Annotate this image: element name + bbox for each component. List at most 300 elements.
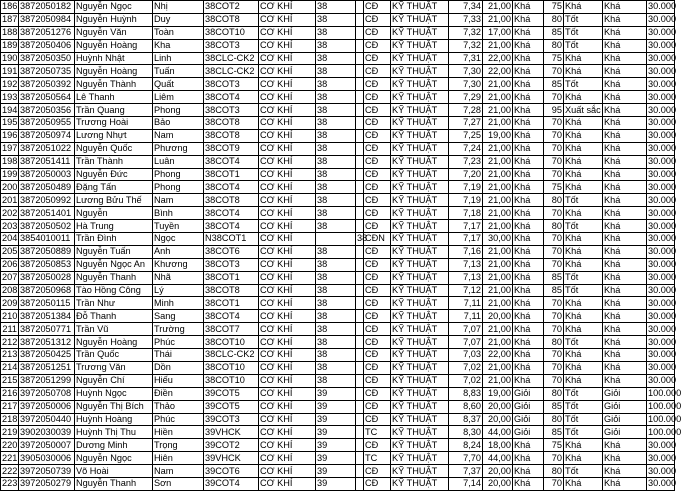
cell-amount: 30.000 [648,53,677,63]
cell-gpa: 7,14 [449,477,483,490]
cell-field: KỸ THUẬT [391,117,449,130]
cell-student-id: 3872050406 [19,39,75,52]
table-row [1,194,675,207]
cell-conduct-score: 85 [544,26,564,39]
cell-given-name: Trường [153,323,204,336]
cell-amount: 30.000 [648,439,677,450]
cell-cohort-cdn [356,336,364,349]
cell-class: 38COT6 [204,245,259,258]
cell-given-name: Lý [153,284,204,297]
cell-student-id: 3872050974 [19,129,75,142]
table-row [1,26,675,39]
cell-stt: 223 [2,478,18,489]
cell-level: CĐ [364,181,391,194]
cell-conduct-score: 70 [544,142,564,155]
cell-final-rank: Khá [603,78,647,91]
cell-class: 39COT2 [204,439,259,452]
table-row [1,284,675,297]
cell-gpa: 7,32 [449,39,483,52]
cell-faculty: CƠ KHÍ [259,477,316,490]
cell-surname: Huỳnh Nhật [75,52,153,65]
cell-surname: Trần Như [75,297,153,310]
cell-final-rank: Khá [603,439,647,452]
cell-surname: Nguyễn Hoàng [75,336,153,349]
cell-surname: Huỳnh Thị Thu [75,426,153,439]
cell-field: KỸ THUẬT [391,245,449,258]
cell-cohort: 38 [316,39,356,52]
cell-given-name: Khương [153,258,204,271]
cell-class: 39COT6 [204,465,259,478]
table-row [1,374,675,387]
cell-gpa: 8,60 [449,400,483,413]
cell-stt: 221 [2,452,18,463]
cell-level: CĐ [364,13,391,26]
cell-cohort-cdn [356,39,364,52]
cell-surname: Nguyễn Hoàng [75,65,153,78]
cell-surname: Nguyễn Ngọc [75,452,153,465]
cell-faculty: CƠ KHÍ [259,155,316,168]
cell-academic-rank: Khá [513,361,544,374]
cell-given-name: Hiếu [153,374,204,387]
cell-amount: 30.000 [648,336,677,347]
cell-cohort-cdn [356,387,364,400]
cell-credits: 21,00 [483,258,513,271]
table-row [1,52,675,65]
cell-level: CĐ [364,220,391,233]
cell-student-id: 3872050425 [19,349,75,362]
cell-cohort-cdn [356,439,364,452]
table-row [1,387,675,400]
cell-academic-rank: Khá [513,323,544,336]
cell-gpa: 7,24 [449,142,483,155]
table-row [1,155,675,168]
cell-credits: 21,00 [483,323,513,336]
cell-surname: Nguyễn [75,207,153,220]
cell-class: 38CLC-CK2 [204,52,259,65]
cell-credits: 19,00 [483,129,513,142]
cell-conduct-score: 70 [544,349,564,362]
cell-conduct-score: 70 [544,155,564,168]
cell-student-id: 3872050735 [19,65,75,78]
table-body [1,1,681,491]
cell-final-rank: Khá [603,142,647,155]
cell-amount: 30.000 [648,194,677,205]
cell-conduct-rank: Khá [564,181,603,194]
cell-final-rank: Khá [603,297,647,310]
cell-stt: 203 [2,220,18,231]
cell-academic-rank: Khá [513,142,544,155]
cell-given-name: Tuyền [153,220,204,233]
cell-stt: 204 [2,233,18,244]
cell-field: KỸ THUẬT [391,413,449,426]
cell-field: KỸ THUẬT [391,1,449,14]
cell-amount: 30.000 [648,130,677,141]
cell-cohort-cdn: 38 [357,233,368,244]
cell-amount: 30.000 [648,297,677,308]
cell-surname: Trần Vũ [75,323,153,336]
cell-field: KỸ THUẬT [391,52,449,65]
cell-academic-rank: Giỏi [513,387,544,400]
cell-cohort: 38 [316,284,356,297]
cell-cohort: 38 [316,310,356,323]
cell-given-name: Linh [153,52,204,65]
cell-class: 38COT1 [204,168,259,181]
cell-academic-rank: Khá [513,233,544,246]
cell-cohort: 38 [316,361,356,374]
cell-conduct-rank: Khá [564,65,603,78]
cell-cohort-cdn [356,400,364,413]
cell-academic-rank: Khá [513,310,544,323]
cell-gpa: 7,19 [449,181,483,194]
cell-academic-rank: Giỏi [513,400,544,413]
cell-cohort-cdn [356,26,364,39]
cell-credits: 21,00 [483,207,513,220]
cell-conduct-score: 80 [544,336,564,349]
cell-cohort-cdn [356,142,364,155]
cell-final-rank: Giỏi [603,400,647,413]
cell-student-id: 3872050984 [19,13,75,26]
cell-conduct-rank: Khá [564,439,603,452]
cell-class: 38COT1 [204,297,259,310]
cell-surname: Trương Hoài [75,117,153,130]
cell-conduct-rank: Tốt [564,284,603,297]
cell-amount: 30.000 [648,1,677,12]
cell-field: KỸ THUẬT [391,78,449,91]
table-row [1,91,675,104]
cell-field: KỸ THUẬT [391,477,449,490]
cell-amount: 30.000 [648,169,677,180]
cell-cohort: 39 [316,477,356,490]
cell-student-id: 3872050182 [19,1,75,14]
cell-given-name: Trọng [153,439,204,452]
cell-conduct-score: 80 [544,39,564,52]
cell-field: KỸ THUẬT [391,465,449,478]
cell-cohort-cdn [356,258,364,271]
cell-given-name: Tuấn [153,65,204,78]
cell-cohort-cdn [356,1,364,14]
cell-level: CĐ [364,413,391,426]
cell-amount: 30.000 [648,181,677,192]
cell-cohort: 38 [316,349,356,362]
cell-student-id: 3972050739 [19,465,75,478]
cell-stt: 219 [2,426,18,437]
cell-field: KỸ THUẬT [391,284,449,297]
cell-stt: 202 [2,207,18,218]
cell-class: 38COT4 [204,155,259,168]
cell-given-name: Luân [153,155,204,168]
cell-conduct-score: 70 [544,65,564,78]
cell-final-rank: Khá [603,452,647,465]
cell-class: 39VHCK [204,426,259,439]
cell-given-name: Liêm [153,91,204,104]
cell-class: 38COT8 [204,117,259,130]
cell-gpa: 7,16 [449,245,483,258]
cell-level: CĐ [364,284,391,297]
cell-field: KỸ THUẬT [391,207,449,220]
cell-student-id: 3872051299 [19,374,75,387]
cell-stt: 197 [2,143,18,154]
cell-credits: 20,00 [483,400,513,413]
cell-field: KỸ THUẬT [391,400,449,413]
cell-conduct-score: 70 [544,323,564,336]
cell-student-id: 3872050771 [19,323,75,336]
cell-surname: Nguyễn Hoàng [75,39,153,52]
cell-gpa: 7,28 [449,104,483,117]
cell-final-rank: Khá [603,26,647,39]
table-row [1,181,675,194]
cell-credits: 21,00 [483,142,513,155]
cell-amount: 30.000 [648,349,677,360]
cell-level: CĐ [364,336,391,349]
table-row [1,439,675,452]
cell-stt: 194 [2,104,18,115]
cell-amount: 30.000 [648,478,677,489]
cell-student-id: 3872051022 [19,142,75,155]
cell-surname: Nguyễn Tuấn [75,245,153,258]
cell-final-rank: Khá [603,233,647,246]
cell-cohort: 38 [316,258,356,271]
cell-credits: 21,00 [483,168,513,181]
cell-faculty: CƠ KHÍ [259,207,316,220]
cell-credits: 22,00 [483,65,513,78]
cell-credits: 21,00 [483,220,513,233]
cell-amount: 30.000 [648,27,677,38]
cell-credits: 21,00 [483,336,513,349]
cell-credits: 21,00 [483,194,513,207]
cell-cohort: 38 [316,52,356,65]
cell-field: KỸ THUẬT [391,387,449,400]
cell-cohort-cdn [356,91,364,104]
cell-field: KỸ THUẬT [391,310,449,323]
cell-cohort: 38 [316,245,356,258]
cell-final-rank: Khá [603,194,647,207]
cell-given-name: Thái [153,349,204,362]
cell-class: 38COT3 [204,78,259,91]
cell-student-id: 3872050968 [19,284,75,297]
cell-class: 38COT10 [204,26,259,39]
cell-stt: 215 [2,375,18,386]
cell-faculty: CƠ KHÍ [259,439,316,452]
cell-conduct-rank: Tốt [564,400,603,413]
cell-class: 38COT9 [204,142,259,155]
cell-field: KỸ THUẬT [391,220,449,233]
cell-final-rank: Khá [603,284,647,297]
cell-amount: 30.000 [648,91,677,102]
cell-surname: Nguyễn Ngọc [75,1,153,14]
cell-faculty: CƠ KHÍ [259,220,316,233]
table-row [1,78,675,91]
cell-level: CĐ [364,297,391,310]
cell-conduct-score: 75 [544,181,564,194]
cell-faculty: CƠ KHÍ [259,258,316,271]
cell-amount: 30.000 [648,78,677,89]
cell-academic-rank: Khá [513,220,544,233]
cell-academic-rank: Khá [513,271,544,284]
cell-conduct-score: 70 [544,117,564,130]
cell-conduct-rank: Tốt [564,194,603,207]
table-row [1,271,675,284]
cell-conduct-score: 80 [544,194,564,207]
cell-class: 38COT8 [204,284,259,297]
cell-amount: 30.000 [648,233,677,244]
cell-academic-rank: Khá [513,297,544,310]
cell-gpa: 7,33 [449,13,483,26]
cell-final-rank: Giỏi [603,426,647,439]
cell-conduct-score: 75 [544,1,564,14]
cell-field: KỸ THUẬT [391,297,449,310]
cell-amount: 30.000 [648,465,677,476]
cell-conduct-rank: Khá [564,129,603,142]
cell-credits: 22,00 [483,349,513,362]
table-row [1,297,675,310]
cell-final-rank: Khá [603,336,647,349]
cell-credits: 22,00 [483,52,513,65]
cell-conduct-rank: Khá [564,168,603,181]
cell-level: TC [364,426,391,439]
cell-amount: 100.000 [648,413,681,424]
cell-amount: 100.000 [648,426,681,437]
cell-given-name: Anh [153,245,204,258]
cell-class: 38COT8 [204,194,259,207]
cell-faculty: CƠ KHÍ [259,323,316,336]
cell-given-name: Phúc [153,413,204,426]
cell-gpa: 8,83 [449,387,483,400]
cell-gpa: 7,13 [449,271,483,284]
cell-amount: 30.000 [648,272,677,283]
cell-field: KỸ THUẬT [391,439,449,452]
cell-conduct-score: 85 [544,400,564,413]
table-row [1,361,675,374]
cell-academic-rank: Khá [513,52,544,65]
cell-given-name: Sơn [153,477,204,490]
table-row [1,233,675,246]
cell-level: CĐ [364,117,391,130]
cell-faculty: CƠ KHÍ [259,142,316,155]
cell-faculty: CƠ KHÍ [259,104,316,117]
cell-gpa: 7,31 [449,52,483,65]
cell-faculty: CƠ KHÍ [259,129,316,142]
cell-final-rank: Khá [603,65,647,78]
cell-field: KỸ THUẬT [391,181,449,194]
cell-final-rank: Khá [603,129,647,142]
cell-gpa: 7,34 [449,1,483,14]
cell-surname: Trần Thành [75,155,153,168]
cell-level: CĐ [364,310,391,323]
cell-faculty: CƠ KHÍ [259,374,316,387]
cell-given-name: Sang [153,310,204,323]
cell-faculty: CƠ KHÍ [259,168,316,181]
cell-level: CĐ [364,65,391,78]
cell-given-name: Điền [153,387,204,400]
cell-amount: 30.000 [648,362,677,373]
cell-conduct-rank: Khá [564,142,603,155]
cell-stt: 216 [2,388,18,399]
cell-surname: Tào Hồng Công [75,284,153,297]
cell-surname: Nguyễn Chí [75,374,153,387]
table-row [1,220,675,233]
cell-stt: 211 [2,323,17,334]
cell-cohort-cdn [356,155,364,168]
cell-student-id: 3872050889 [19,245,75,258]
cell-academic-rank: Khá [513,336,544,349]
cell-stt: 206 [2,259,18,270]
cell-surname: Nguyễn Thành [75,78,153,91]
cell-given-name: Hiền [153,426,204,439]
cell-level: CĐ [364,104,391,117]
cell-student-id: 3872050992 [19,194,75,207]
cell-gpa: 8,37 [449,413,483,426]
cell-academic-rank: Khá [513,39,544,52]
cell-academic-rank: Khá [513,258,544,271]
cell-academic-rank: Khá [513,91,544,104]
cell-cohort-cdn [356,245,364,258]
cell-final-rank: Khá [603,310,647,323]
cell-conduct-rank: Khá [564,477,603,490]
cell-conduct-rank: Tốt [564,220,603,233]
cell-class: 39COT5 [204,387,259,400]
cell-final-rank: Khá [603,374,647,387]
cell-field: KỸ THUẬT [391,91,449,104]
cell-credits: 20,00 [483,477,513,490]
cell-cohort: 39 [316,426,356,439]
cell-field: KỸ THUẬT [391,65,449,78]
cell-conduct-score: 70 [544,168,564,181]
cell-faculty: CƠ KHÍ [259,13,316,26]
table-row [1,452,675,465]
cell-field: KỸ THUẬT [391,349,449,362]
cell-academic-rank: Khá [513,155,544,168]
cell-conduct-score: 70 [544,452,564,465]
cell-cohort-cdn [356,181,364,194]
cell-faculty: CƠ KHÍ [259,400,316,413]
cell-conduct-score: 70 [544,310,564,323]
cell-conduct-rank: Khá [564,258,603,271]
cell-given-name: Dồn [153,361,204,374]
cell-class: 38COT2 [204,1,259,14]
cell-given-name: Bảo [153,117,204,130]
table-row [1,168,675,181]
cell-final-rank: Khá [603,155,647,168]
cell-final-rank: Khá [603,117,647,130]
cell-stt: 189 [2,40,18,51]
cell-conduct-score: 70 [544,233,564,246]
cell-cohort: 39 [316,387,356,400]
cell-academic-rank: Khá [513,452,544,465]
cell-conduct-score: 70 [544,207,564,220]
table-row [1,117,675,130]
cell-stt: 207 [2,272,18,283]
cell-gpa: 7,11 [449,297,483,310]
cell-amount: 30.000 [648,65,677,76]
cell-field: KỸ THUẬT [391,39,449,52]
cell-conduct-rank: Tốt [564,336,603,349]
cell-faculty: CƠ KHÍ [259,117,316,130]
cell-credits: 18,00 [483,439,513,452]
cell-stt: 196 [2,130,18,141]
cell-academic-rank: Khá [513,1,544,14]
cell-field: KỸ THUẬT [391,233,449,246]
cell-gpa: 7,19 [449,194,483,207]
cell-faculty: CƠ KHÍ [259,52,316,65]
cell-conduct-rank: Khá [564,452,603,465]
cell-conduct-rank: Tốt [564,78,603,91]
cell-given-name: Hiên [153,452,204,465]
cell-academic-rank: Khá [513,117,544,130]
cell-cohort-cdn [356,323,364,336]
cell-class: 38COT4 [204,91,259,104]
cell-final-rank: Khá [603,477,647,490]
cell-credits: 21,00 [483,1,513,14]
